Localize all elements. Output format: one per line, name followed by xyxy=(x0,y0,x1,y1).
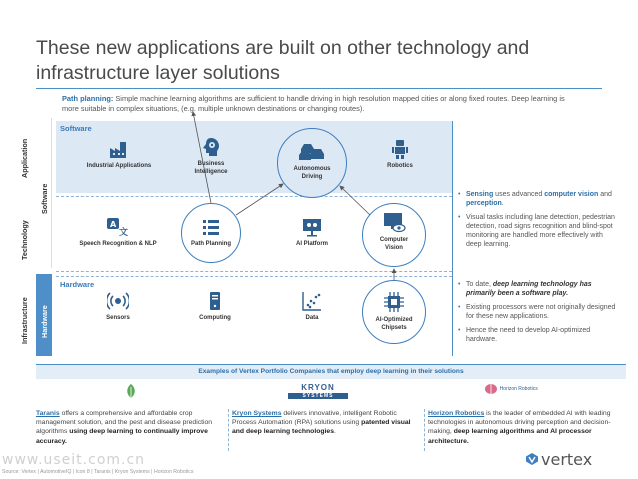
portfolio-section xyxy=(36,364,626,454)
layer-label-technology: Technology xyxy=(20,220,29,260)
bullet-software-play: • To date, deep learning technology has primarily been a software play. xyxy=(458,280,618,298)
svg-text:文: 文 xyxy=(119,228,129,238)
svg-text:A: A xyxy=(110,220,117,229)
portfolio-separator-1 xyxy=(228,409,229,451)
portfolio-horizon: Horizon Robotics is the leader of embedded AI with leading technologies in autonomous driving perception and decision-making, deep learning algorithms and AI processor architecture. xyxy=(428,410,611,445)
label-speech-recognition: Speech Recognition & NLP xyxy=(79,241,157,247)
brain-icon xyxy=(484,383,498,395)
node-autonomous-driving xyxy=(287,141,337,181)
bullet-ai-hardware: • Hence the need to develop AI-optimized hardware. xyxy=(458,326,618,344)
portfolio-taranis: Taranis offers a comprehensive and affordable crop management solution, and the pest and disease prediction algorithms using deep learning to continually improve accuracy. xyxy=(36,410,213,445)
label-path-planning: Path Planning xyxy=(190,241,231,247)
node-path-planning xyxy=(186,216,236,249)
label-business-intelligence: Business Intelligence xyxy=(194,161,228,175)
label-ai-chipsets: AI-Optimized Chipsets xyxy=(375,317,413,331)
label-autonomous-driving: Autonomous Driving xyxy=(293,166,331,180)
bullet-sensing: • Sensing uses advanced computer vision and perception. xyxy=(458,190,618,208)
sensor-icon xyxy=(107,290,129,312)
node-computer-vision xyxy=(372,210,416,252)
bullet-existing-processors: • Existing processors were not originally designed for these new applications. xyxy=(458,303,618,321)
portfolio-heading: Examples of Vertex Portfolio Companies that employ deep learning in their solutions xyxy=(36,365,626,379)
node-robotics xyxy=(378,138,422,171)
node-ai-platform xyxy=(287,216,337,249)
portfolio-separator-2 xyxy=(424,409,425,451)
kryon-logo: KRYON SYSTEMS xyxy=(288,383,348,399)
layer-label-application: Application xyxy=(20,138,29,178)
robot-icon xyxy=(389,138,411,160)
horizon-logo: Horizon Robotics xyxy=(484,383,554,395)
label-computer-vision: Computer Vision xyxy=(379,237,409,251)
node-sensors xyxy=(90,290,146,323)
hardware-bar-label: Hardware xyxy=(40,305,49,338)
source-note: Source: Vertex | AutomotiveIQ | Icon 8 | Taranis | Kryon Systems | Horizon Robotics xyxy=(2,469,194,475)
chip-icon xyxy=(382,290,406,314)
label-data: Data xyxy=(305,315,319,321)
server-icon xyxy=(204,290,226,312)
vertex-logo-icon xyxy=(525,452,539,466)
monitor-eye-icon xyxy=(382,210,406,234)
taranis-logo xyxy=(116,383,146,401)
label-robotics: Robotics xyxy=(387,163,413,169)
label-ai-platform: AI Platform xyxy=(295,241,328,247)
bullet-visual-tasks: • Visual tasks including lane detection, pedestrian detection, road signs recognition and blind-spot monitoring are handled more effectively with deep learning. xyxy=(458,213,618,249)
label-sensors: Sensors xyxy=(106,315,130,321)
brain-gear-icon xyxy=(200,136,222,158)
translate-icon xyxy=(106,216,130,238)
node-business-intelligence xyxy=(186,136,236,176)
software-band-title: Software xyxy=(60,124,92,133)
node-computing xyxy=(190,290,240,323)
portfolio-kryon: Kryon Systems delivers innovative, intelligent Robotic Process Automation (RPA) solutions using patented visual and deep learning technologies. xyxy=(232,410,411,436)
kryon-link[interactable]: Kryon Systems xyxy=(232,410,282,417)
path-planning-text: Simple machine learning algorithms are sufficient to handle driving in high resolution mapped cities or along fixed routes. Deep learning is more suitable in complex situations, (e.g. multiple unknown destinations or changing routes). xyxy=(62,94,565,113)
node-ai-chipsets xyxy=(372,290,416,332)
horizon-link[interactable]: Horizon Robotics xyxy=(428,410,485,417)
taranis-link[interactable]: Taranis xyxy=(36,410,60,417)
watermark: www.useit.com.cn xyxy=(2,452,146,468)
hardware-bullets xyxy=(458,280,618,349)
software-bar-label: Software xyxy=(40,183,49,214)
label-computing: Computing xyxy=(199,315,231,321)
path-planning-label: Path planning: xyxy=(62,94,114,103)
sensing-bullets xyxy=(458,190,618,254)
vertex-brand: vertex xyxy=(541,450,593,469)
factory-icon xyxy=(108,138,130,160)
node-industrial-applications xyxy=(75,138,163,171)
leaf-icon xyxy=(124,383,138,399)
list-icon xyxy=(200,216,222,238)
layer-label-infrastructure: Infrastructure xyxy=(20,297,29,344)
hardware-band-title: Hardware xyxy=(60,280,95,289)
node-speech-recognition xyxy=(70,216,166,249)
presentation-icon xyxy=(301,216,323,238)
node-data xyxy=(287,290,337,323)
page-title: These new applications are built on other technology and infrastructure layer solutions xyxy=(36,37,530,84)
label-industrial-applications: Industrial Applications xyxy=(86,163,152,169)
cars-icon xyxy=(297,141,327,163)
scatter-plot-icon xyxy=(301,290,323,312)
